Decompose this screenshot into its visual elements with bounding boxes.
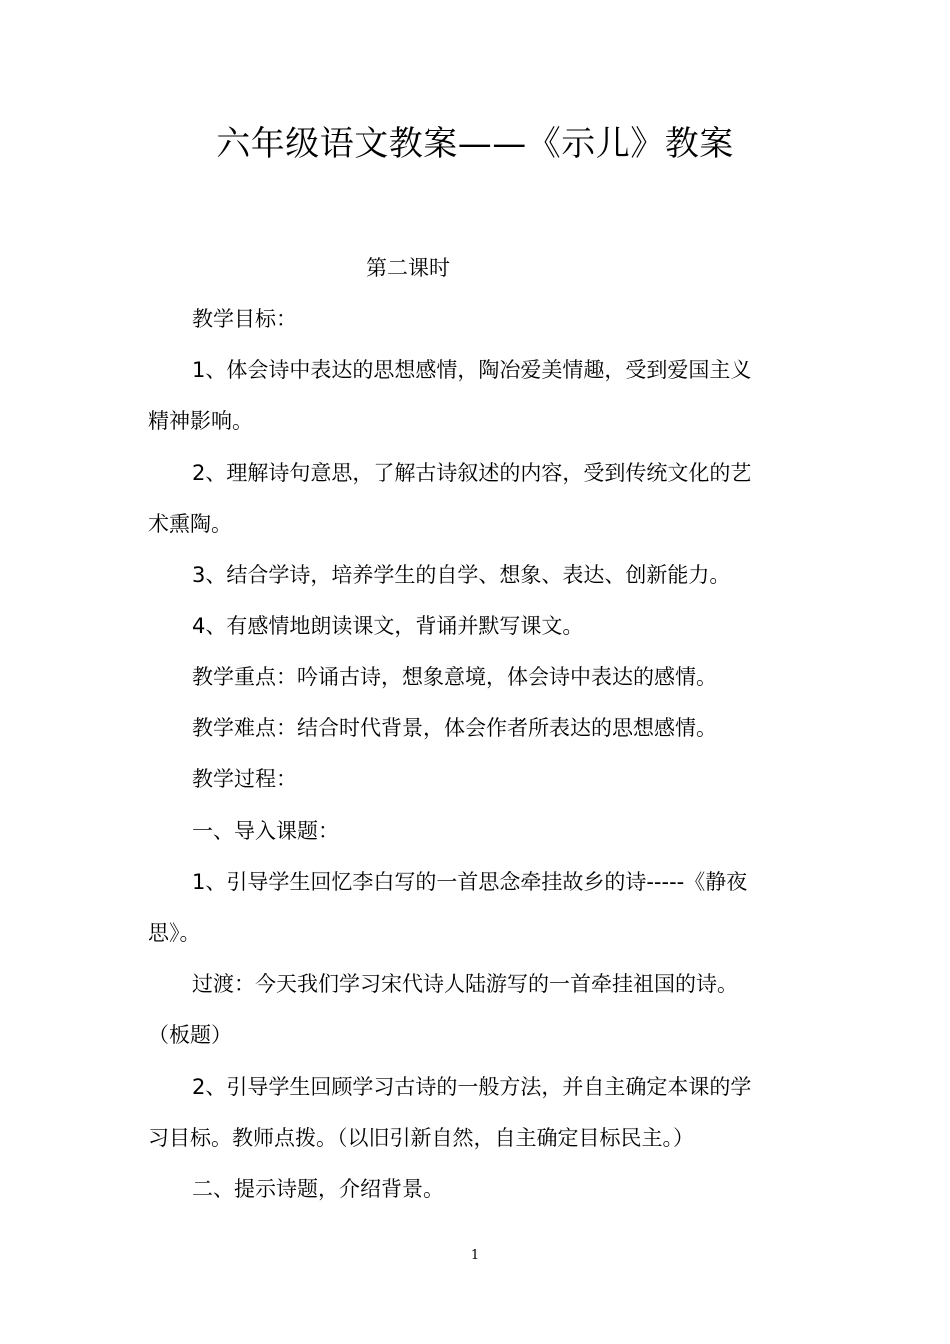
- transition-line: 过渡：今天我们学习宋代诗人陆游写的一首牵挂祖国的诗。: [192, 972, 738, 996]
- objective-4-line: 4、有感情地朗读课文，背诵并默写课文。: [192, 614, 584, 638]
- teaching-process-heading: 教学过程：: [192, 767, 297, 791]
- objective-2-continuation: 术熏陶。: [148, 512, 232, 536]
- objective-2-line: 2、理解诗句意思，了解古诗叙述的内容，受到传统文化的艺: [192, 461, 752, 485]
- teaching-focus-line: 教学重点：吟诵古诗，想象意境，体会诗中表达的感情。: [192, 665, 717, 689]
- step-2-continuation: 习目标。教师点拨。（以旧引新自然，自主确定目标民主。）: [148, 1126, 694, 1150]
- section-1-heading: 一、导入课题：: [192, 819, 339, 843]
- objective-3-line: 3、结合学诗，培养学生的自学、想象、表达、创新能力。: [192, 563, 731, 587]
- page-number: 1: [470, 1248, 480, 1263]
- document-title: 六年级语文教案——《示儿》教案: [216, 124, 734, 164]
- transition-continuation: （板题）: [148, 1023, 232, 1047]
- step-2-line: 2、引导学生回顾学习古诗的一般方法，并自主确定本课的学: [192, 1075, 752, 1099]
- objective-1-line: 1、体会诗中表达的思想感情，陶冶爱美情趣，受到爱国主义: [192, 358, 752, 382]
- teaching-objectives-heading: 教学目标：: [192, 307, 297, 331]
- step-1-line: 1、引导学生回忆李白写的一首思念牵挂故乡的诗-----《静夜: [192, 870, 748, 894]
- section-2-heading: 二、提示诗题，介绍背景。: [192, 1177, 444, 1201]
- step-1-continuation: 思》。: [148, 921, 201, 945]
- objective-1-continuation: 精神影响。: [148, 409, 253, 433]
- lesson-period-heading: 第二课时: [366, 256, 450, 280]
- teaching-difficulty-line: 教学难点：结合时代背景，体会作者所表达的思想感情。: [192, 716, 717, 740]
